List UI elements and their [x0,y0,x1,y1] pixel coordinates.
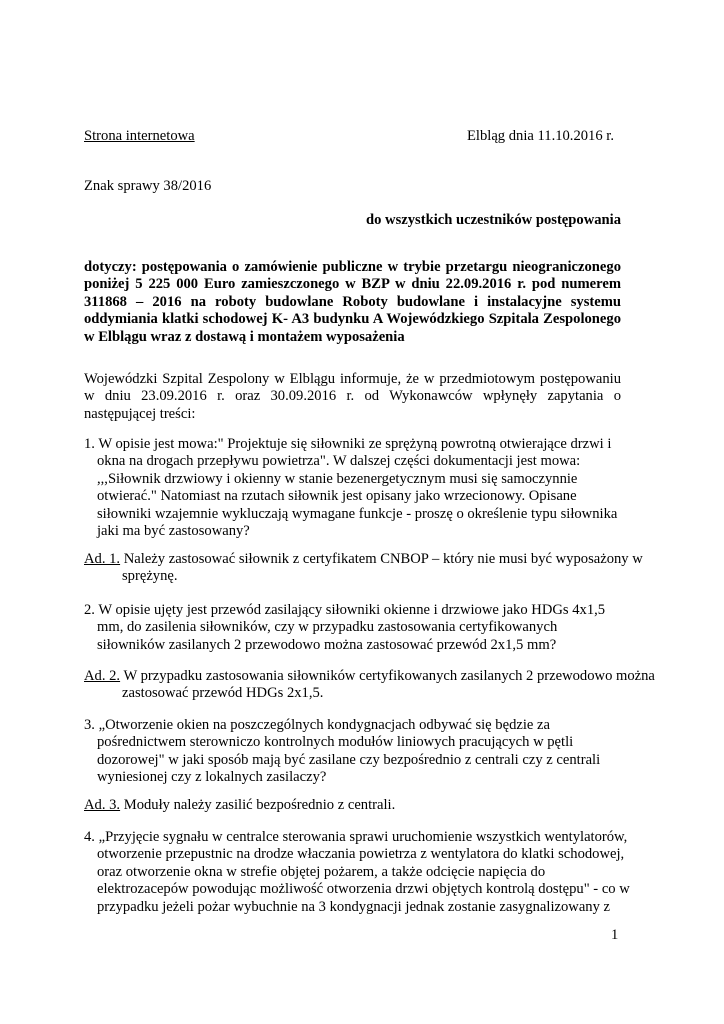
question-2: 2. W opisie ujęty jest przewód zasilający siłowniki okienne i drzwiowe jako HDGs 4x1,5 mm, do zasilenia siłowników, czy w przypadku zastosowania certyfikowanych siłowników zasilanych 2 przewodowo można zastosować przewód 2x1,5 mm? [84,602,606,653]
answer-1-text: Należy zastosować siłownik z certyfikatem CNBOP – który nie musi być wyposażony w sprężynę. [120,551,643,585]
addressee: do wszystkich uczestników postępowania [365,212,621,228]
question-3: 3. „Otworzenie okien na poszczególnych kondygnacjach odbywać się będzie za pośrednictwem sterowniczo kontrolnych modułów liniowych pracujących w pętli dozorowej" w jaki sposób mają być zasilane czy bezpośrednio z centrali czy z centrali wyniesionej czy z lokalnych zasilaczy? [84,717,601,786]
subject-paragraph: dotyczy: postępowania o zamówienie publiczne w trybie przetargu nieograniczonego poniżej 5 225 000 Euro zamieszczonego w BZP w dniu 22.09.2016 r. pod numerem 311868 – 2016 na roboty budowlane Roboty budowlane i instalacyjne systemu oddymiania klatki schodowej K- A3 budynku A Wojewódzkiego Szpitala Zespolonego w Elblągu wraz z dostawą i montażem wyposażenia [84,259,621,345]
answer-2-label: Ad. 2. [84,668,121,684]
page-number: 1 [611,927,619,943]
answer-3-text: Moduły należy zasilić bezpośrednio z centrali. [120,797,396,813]
answer-3-label: Ad. 3. [84,797,121,813]
answer-1 [84,551,667,586]
case-number: Znak sprawy 38/2016 [84,178,212,194]
intro-paragraph: Wojewódzki Szpital Zespolony w Elblągu informuje, że w przedmiotowym postępowaniu w dniu 23.09.2016 r. oraz 30.09.2016 r. od Wykonawców wpłynęły zapytania o następującej treści: [84,371,621,422]
question-1: 1. W opisie jest mowa:" Projektuje się siłowniki ze sprężyną powrotną otwierające drzwi i okna na drogach przepływu powietrza". W dalszej części dokumentacji jest mowa: ,,,Siłownik drzwiowy i okienny w stanie bezenergetycznym musi się samoczynnie otwierać." Natomiast na rzutach siłownik jest opisany jako wrzecionowy. Opisane siłowniki wzajemnie wykluczają wymagane funkcje - proszę o określenie typu siłownika jaki ma być zastosowany? [84,436,618,540]
answer-2-text: W przypadku zastosowania siłowników certyfikowanych zasilanych 2 przewodowo można zastosować przewód HDGs 2x1,5. [120,668,655,702]
website-label: Strona internetowa [84,128,195,144]
place-date: Elbląg dnia 11.10.2016 r. [467,128,614,144]
answer-2 [84,668,667,703]
answer-1-label: Ad. 1. [84,551,121,567]
answer-3 [84,797,667,814]
question-4: 4. „Przyjęcie sygnału w centralce sterowania sprawi uruchomienie wszystkich wentylatorów, otworzenie przepustnic na drodze właczania powietrza z wentylatora do klatki schodowej, oraz otworzenie okna w strefie objętej pożarem, a także odcięcie napięcia do elektrozacepów powodując możliwość otworzenia drzwi objętych kontrolą dostępu" - co w przypadku jeżeli pożar wybuchnie na 3 kondygnacji jednak zostanie zasygnalizowany z [84,829,630,915]
